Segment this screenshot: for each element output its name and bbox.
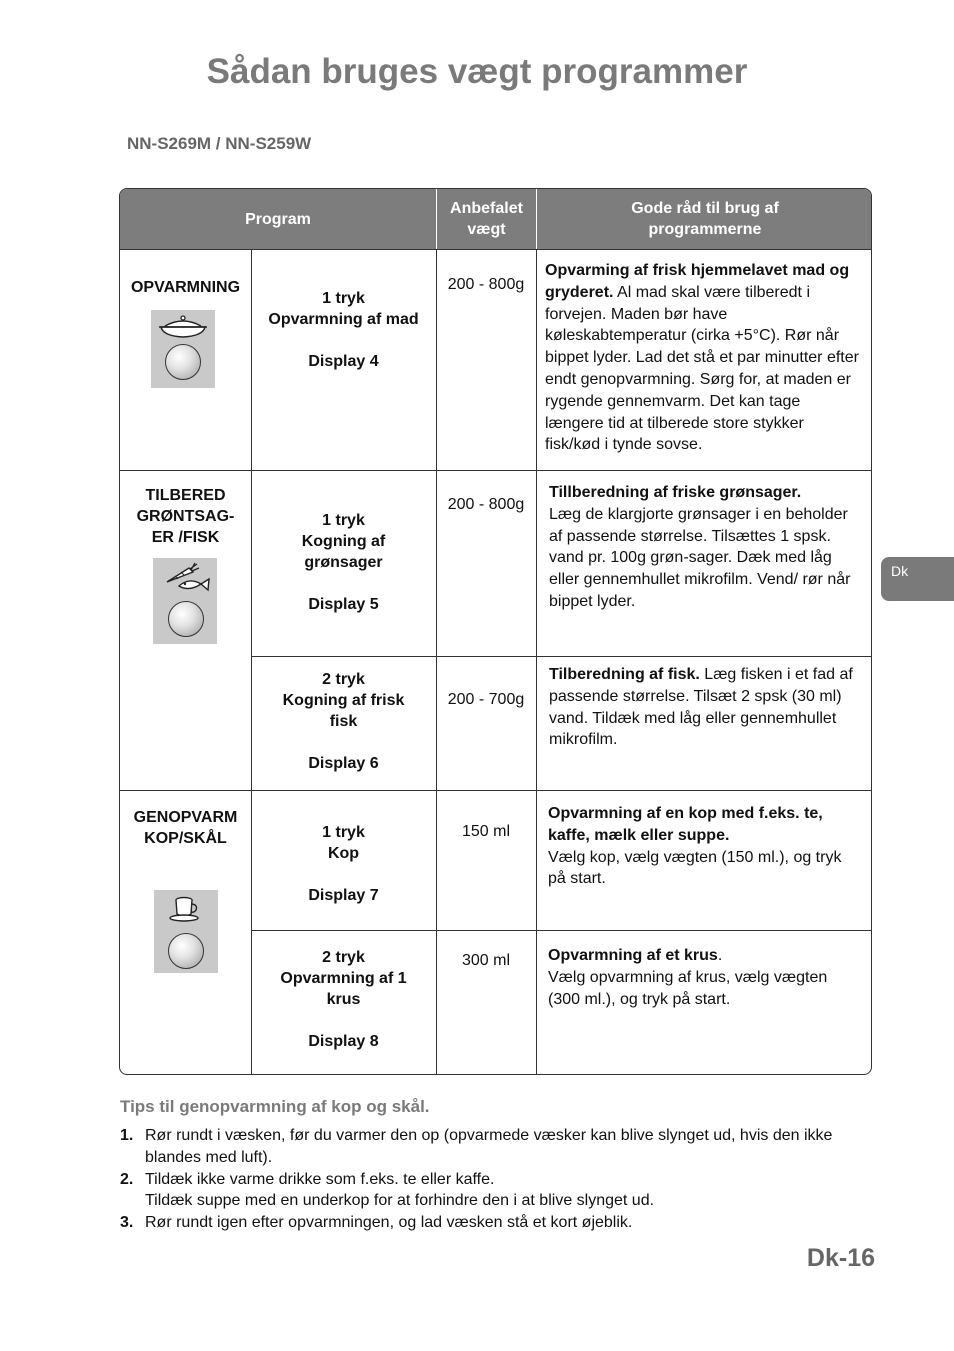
press-count: 2 tryk <box>322 949 365 966</box>
list-item <box>120 1125 880 1169</box>
press-count: 1 tryk <box>322 290 365 307</box>
tip-body: Læg fisken i et fad af passende størrelse. Tilsæt 2 spsk (30 ml) vand. Tildæk med låg eller gennemhullet mikrofilm. <box>549 666 853 749</box>
list-text-2: Tildæk suppe med en underkop for at forhindre den i at blive slynget ud. <box>145 1192 655 1210</box>
list-text: Rør rundt i væsken, før du varmer den op (opvarmede væsker kan blive slynget ud, hvis den ikke blandes med luft). <box>145 1127 833 1166</box>
lidded-dish-icon <box>151 312 215 342</box>
program-knob <box>168 933 204 969</box>
divider <box>120 470 872 471</box>
press-label: Kogning af grønsager <box>301 533 386 571</box>
divider <box>251 656 872 657</box>
press-cell <box>251 288 436 372</box>
divider <box>120 790 872 791</box>
tip-body: Vælg kop, vælg vægten (150 ml.), og tryk på start. <box>548 848 842 888</box>
language-tab: Dk <box>881 557 954 601</box>
list-item <box>120 1169 880 1213</box>
recommended-weight: 150 ml <box>461 823 511 840</box>
tip-heading: Opvarming af frisk hjemmelavet mad og gryderet. <box>545 262 850 301</box>
program-name-genopvarm: GENOPVARM KOP/SKÅL <box>133 809 238 847</box>
carrot-and-fish-icon <box>153 560 217 598</box>
tip-text <box>545 260 872 456</box>
display-number: Display 4 <box>308 353 379 370</box>
tip-heading: Opvarmning af en kop med f.eks. te, kaffe, mælk eller suppe. <box>548 805 823 844</box>
press-cell <box>251 822 436 906</box>
press-cell <box>251 510 436 615</box>
tip-text <box>549 664 872 751</box>
program-icon-box <box>153 558 217 644</box>
press-label: Kogning af frisk fisk <box>282 692 405 730</box>
recommended-weight: 300 ml <box>461 952 511 969</box>
cup-icon <box>154 892 218 928</box>
display-number: Display 6 <box>308 755 379 772</box>
display-number: Display 8 <box>308 1033 379 1050</box>
program-icon-box <box>154 890 218 973</box>
header-weight-label: Anbefalet vægt <box>450 200 523 238</box>
press-label: Opvarmning af mad <box>268 311 419 328</box>
divider <box>120 249 872 250</box>
page-number: Dk-16 <box>806 1244 875 1272</box>
press-cell <box>251 947 436 1052</box>
header-tips-label: Gode råd til brug af programmerne <box>631 200 779 238</box>
tip-body: Al mad skal være tilberedt i forvejen. Maden bør have køleskabtemperatur (cirka +5°C). Rør når bippet lyder. Lad det stå et par minutter efter endt genopvarmning. Sørg for, at maden er rygende gennemvarm. Det kan tage længere tid at tilberede store stykker fisk/kød i tynde sovse. <box>545 283 859 454</box>
tips-heading: Tips til genopvarmning af kop og skål. <box>120 1097 430 1116</box>
press-label: Opvarmning af 1 krus <box>280 970 407 1008</box>
recommended-weight: 200 - 700g <box>447 691 525 708</box>
tips-list <box>120 1125 880 1234</box>
tip-body: Vælg opvarmning af krus, vælg vægten (300 ml.), og tryk på start. <box>548 968 828 1008</box>
divider <box>436 189 437 249</box>
list-text-group <box>145 1169 880 1213</box>
divider <box>536 249 537 1075</box>
display-number: Display 7 <box>308 887 379 904</box>
header-tips <box>537 189 872 249</box>
list-number: 3. <box>120 1214 134 1232</box>
list-item <box>120 1212 880 1234</box>
divider <box>251 930 872 931</box>
press-label: Kop <box>327 845 360 862</box>
program-name-tilbered: TILBERED GRØNTSAG-ER /FISK <box>136 487 235 546</box>
list-number: 1. <box>120 1127 134 1144</box>
recommended-weight: 200 - 800g <box>447 496 525 513</box>
list-text: Tildæk ikke varme drikke som f.eks. te eller kaffe. <box>145 1170 495 1188</box>
header-weight <box>437 189 536 249</box>
divider <box>536 189 537 249</box>
tip-heading: Opvarmning af et krus <box>548 947 718 964</box>
header-program: Program <box>120 189 436 249</box>
program-knob <box>168 601 204 637</box>
list-text: Rør rundt igen efter opvarmningen, og lad væsken stå et kort øjeblik. <box>145 1214 633 1232</box>
page-title: Sådan bruges vægt programmer <box>206 52 748 91</box>
model-number: NN-S269M / NN-S259W <box>127 134 312 153</box>
press-count: 2 tryk <box>322 671 365 688</box>
program-knob <box>165 344 201 380</box>
program-name-opvarmning: OPVARMNING <box>130 279 241 296</box>
tip-body: Læg de klargjorte grønsager i en beholder af passende størrelse. Tilsættes 1 spsk. vand pr. 100g grøn-sager. Dæk med låg eller gennemhullet mikrofilm. Vend/ rør når bippet lyder. <box>549 505 851 610</box>
tip-text: Opvarmning af et krus. Vælg opvarmning af krus, vælg vægten (300 ml.), og tryk på start. <box>548 947 828 1008</box>
press-count: 1 tryk <box>322 824 365 841</box>
display-number: Display 5 <box>308 596 379 613</box>
tip-heading: Tilberedning af fisk. <box>549 666 700 683</box>
recommended-weight: 200 - 800g <box>447 276 525 293</box>
press-cell <box>251 669 436 774</box>
tip-text <box>548 803 872 890</box>
program-icon-box <box>151 310 215 388</box>
list-number: 2. <box>120 1170 134 1188</box>
tip-heading: Tillberedning af friske grønsager. <box>549 484 802 501</box>
program-table <box>119 188 872 1075</box>
tip-text <box>549 482 872 613</box>
press-count: 1 tryk <box>322 512 365 529</box>
